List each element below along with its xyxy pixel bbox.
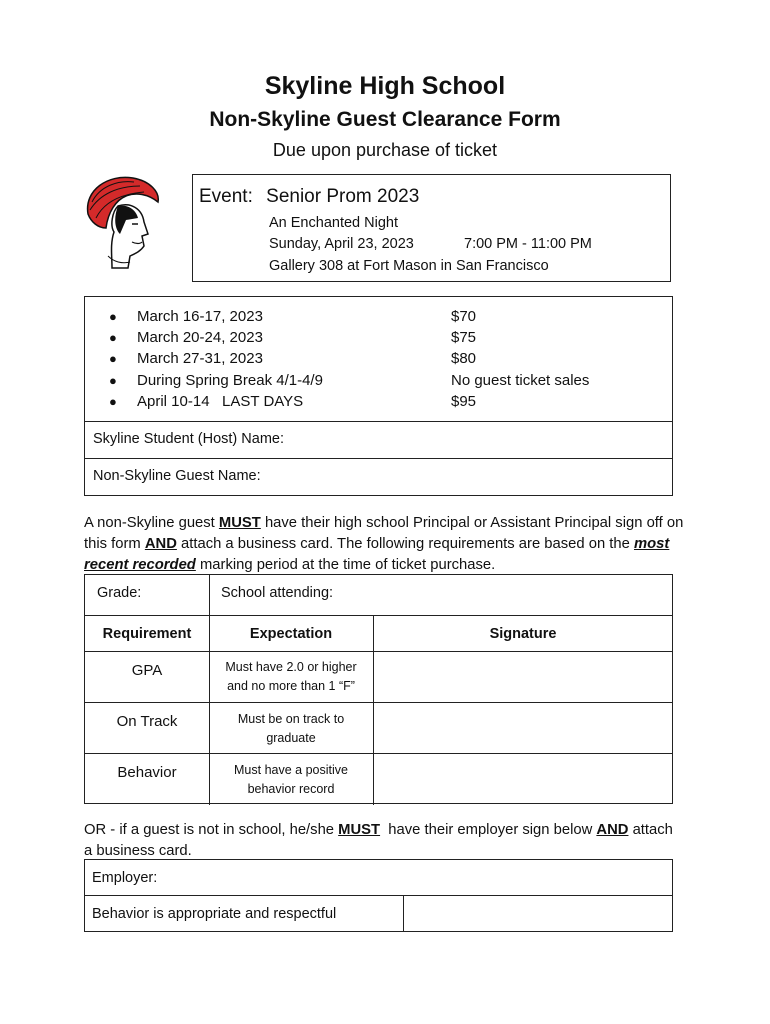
- price-amount: $95: [451, 393, 477, 410]
- event-line: Event: Senior Prom 2023: [199, 186, 420, 207]
- grade-field[interactable]: Grade:: [97, 585, 142, 601]
- header-signature: Signature: [489, 626, 557, 642]
- event-date: Sunday, April 23, 2023: [269, 236, 414, 252]
- divider: [85, 651, 672, 652]
- school-attending-field[interactable]: School attending:: [221, 585, 334, 601]
- bullet-icon: ●: [109, 394, 117, 409]
- instructions-text: have their high school Principal or Assistant Principal sign off on this form: [84, 515, 684, 552]
- expectation-line: and no more than 1 “F”: [227, 679, 355, 693]
- divider: [85, 753, 672, 754]
- bullet-icon: ●: [109, 351, 117, 366]
- event-time: 7:00 PM - 11:00 PM: [464, 236, 592, 252]
- price-row: [109, 329, 669, 350]
- most-recent-emphasis: most recent recorded: [84, 536, 670, 573]
- instructions-paragraph: [84, 513, 684, 576]
- divider: [85, 458, 672, 459]
- employer-note-text: have their employer sign below: [380, 822, 597, 838]
- expectation-line: Must have 2.0 or higher: [225, 660, 357, 674]
- instructions-text: attach a business card. The following requirements are based on the: [176, 536, 634, 552]
- signature-behavior-field[interactable]: [375, 755, 671, 803]
- instructions-text: marking period at the time of ticket purchase.: [195, 557, 496, 573]
- instructions-text: A non-Skyline guest: [84, 515, 219, 531]
- expectation-on-track: [209, 710, 373, 748]
- requirement-gpa: GPA: [131, 662, 163, 679]
- guest-name-field[interactable]: Non-Skyline Guest Name:: [93, 468, 261, 484]
- must-emphasis: MUST: [338, 822, 381, 838]
- employer-note-text: OR - if a guest is not in school, he/she: [84, 822, 339, 838]
- header-requirement: Requirement: [102, 626, 192, 642]
- price-row: [109, 372, 669, 393]
- price-dates: During Spring Break 4/1-4/9: [137, 372, 323, 389]
- signature-gpa-field[interactable]: [375, 653, 671, 701]
- due-note: Due upon purchase of ticket: [272, 140, 498, 160]
- divider: [85, 421, 672, 422]
- expectation-gpa: [209, 658, 373, 696]
- requirement-behavior: Behavior: [117, 764, 177, 781]
- header-expectation: Expectation: [249, 626, 333, 642]
- divider: [373, 615, 374, 805]
- and-emphasis: AND: [596, 822, 629, 838]
- form-title: Skyline High School: [264, 72, 506, 100]
- employer-table: [84, 859, 673, 932]
- employer-field[interactable]: Employer:: [92, 870, 158, 886]
- bullet-icon: ●: [109, 309, 117, 324]
- employer-note-text: attach a business card.: [84, 822, 673, 859]
- employer-signature-field[interactable]: [406, 897, 670, 931]
- must-emphasis: MUST: [218, 515, 261, 531]
- expectation-line: Must have a positive: [234, 763, 348, 777]
- bullet-icon: ●: [109, 373, 117, 388]
- price-amount: $70: [451, 308, 477, 325]
- price-row: [109, 393, 669, 414]
- event-name: Senior Prom 2023: [266, 186, 420, 207]
- price-row: [109, 308, 669, 329]
- price-dates: April 10-14 LAST DAYS: [137, 393, 304, 410]
- price-amount: $75: [451, 329, 477, 346]
- divider: [403, 895, 404, 932]
- requirements-table: [84, 574, 673, 804]
- divider: [85, 895, 672, 896]
- price-row: [109, 350, 669, 371]
- host-name-field[interactable]: Skyline Student (Host) Name:: [93, 431, 284, 447]
- requirement-on-track: On Track: [116, 713, 178, 730]
- employer-note: [84, 820, 684, 862]
- spartan-mascot-logo: [78, 172, 163, 272]
- price-dates: March 27-31, 2023: [137, 350, 263, 367]
- expectation-behavior: [209, 761, 373, 799]
- bullet-icon: ●: [109, 330, 117, 345]
- event-venue: Gallery 308 at Fort Mason in San Francisco: [269, 258, 549, 274]
- behavior-statement: Behavior is appropriate and respectful: [92, 906, 337, 922]
- pricing-and-names-box: [84, 296, 673, 496]
- event-info-box: [192, 174, 671, 282]
- divider: [209, 575, 210, 615]
- price-amount: $80: [451, 350, 477, 367]
- price-dates: March 16-17, 2023: [137, 308, 263, 325]
- form-subtitle: Non-Skyline Guest Clearance Form: [209, 108, 561, 131]
- and-emphasis: AND: [144, 536, 177, 552]
- divider: [85, 702, 672, 703]
- signature-on-track-field[interactable]: [375, 704, 671, 752]
- expectation-line: graduate: [266, 731, 316, 745]
- expectation-line: behavior record: [247, 782, 335, 796]
- event-tagline: An Enchanted Night: [269, 215, 398, 231]
- expectation-line: Must be on track to: [237, 712, 345, 726]
- price-dates: March 20-24, 2023: [137, 329, 263, 346]
- price-amount: No guest ticket sales: [451, 372, 590, 389]
- event-label: Event: [199, 186, 248, 207]
- divider: [85, 615, 672, 616]
